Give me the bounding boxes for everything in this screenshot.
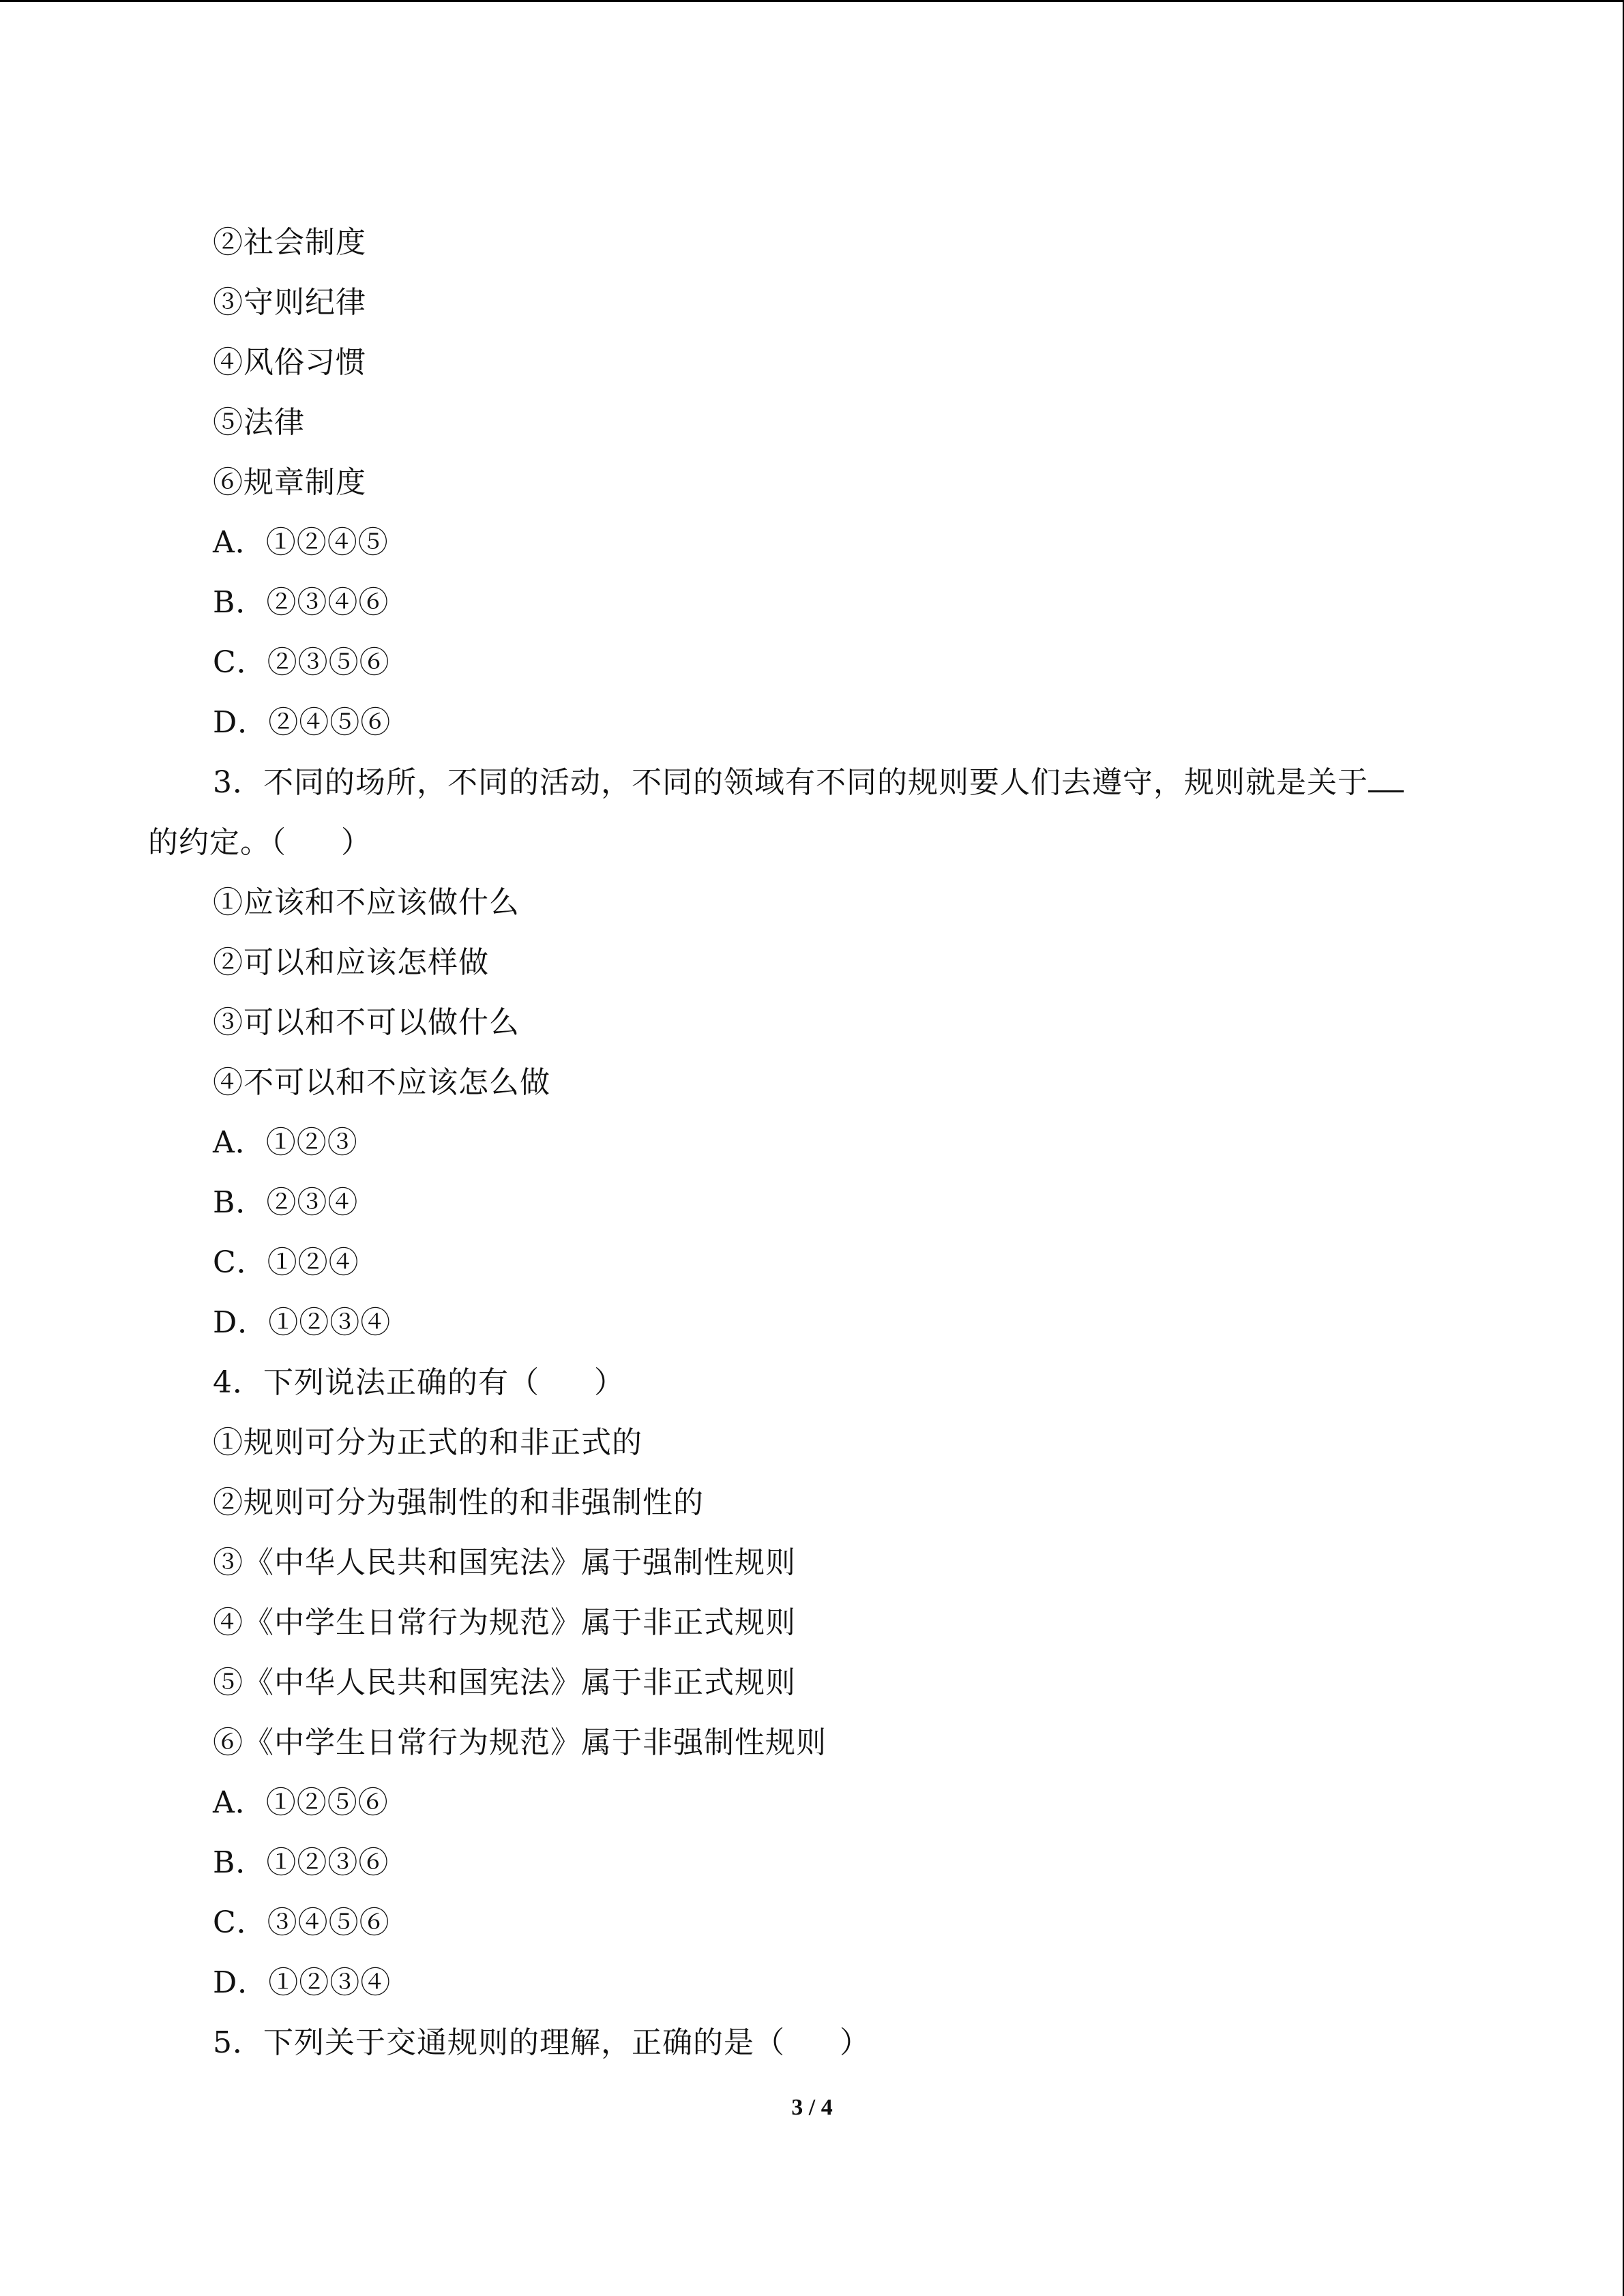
q4-option-5: ⑤《中华人民共和国宪法》属于非正式规则 (213, 1665, 796, 1700)
q2-option-2: ②社会制度 (213, 225, 366, 260)
q4-choice-c: C．③④⑤⑥ (213, 1905, 390, 1940)
q2-option-4: ④风俗习惯 (213, 345, 366, 380)
q4-stem-text: 4．下列说法正确的有（ (213, 1365, 540, 1400)
q3-choice-a: A．①②③ (213, 1125, 358, 1160)
q2-choice-a: A．①②④⑤ (213, 525, 389, 560)
q4-option-2: ②规则可分为强制性的和非强制性的 (213, 1485, 704, 1520)
q4-choice-b: B．①②③⑥ (213, 1845, 389, 1880)
q3-option-2: ②可以和应该怎样做 (213, 945, 489, 980)
q5-close-paren: ） (840, 2025, 870, 2060)
q2-option-5: ⑤法律 (213, 405, 305, 440)
q2-option-6: ⑥规章制度 (213, 465, 366, 500)
q4-choice-a: A．①②⑤⑥ (213, 1785, 389, 1820)
q2-choice-b: B．②③④⑥ (213, 585, 389, 620)
q4-option-4: ④《中学生日常行为规范》属于非正式规则 (213, 1605, 796, 1640)
q4-option-3: ③《中华人民共和国宪法》属于强制性规则 (213, 1545, 796, 1580)
q3-choice-b: B．②③④ (213, 1185, 359, 1220)
q4-stem (0, 1353, 1624, 1413)
q5-stem (0, 2013, 1624, 2073)
q3-stem-text: 3．不同的场所，不同的活动，不同的领域有不同的规则要人们去遵守，规则就是关于 (213, 765, 1368, 800)
q3-fill-blank (1368, 758, 1404, 792)
q5-stem-text: 5．下列关于交通规则的理解，正确的是（ (213, 2025, 785, 2060)
top-border-line (0, 0, 1624, 2)
q3-stem-line1 (0, 753, 1624, 813)
q3-close-paren: ） (341, 825, 372, 860)
q3-choice-c: C．①②④ (213, 1245, 359, 1280)
q2-option-3: ③守则纪律 (213, 285, 366, 320)
q4-choice-d: D．①②③④ (213, 1965, 392, 2000)
q3-stem-tail: 的约定。（ (148, 825, 286, 860)
q4-option-1: ①规则可分为正式的和非正式的 (213, 1425, 643, 1460)
q3-option-1: ①应该和不应该做什么 (213, 885, 520, 920)
page-number: 3 / 4 (791, 2095, 833, 2120)
document-body (0, 213, 1624, 2073)
q3-choice-d: D．①②③④ (213, 1305, 392, 1340)
q3-stem-line2 (0, 813, 1624, 873)
q4-option-6: ⑥《中学生日常行为规范》属于非强制性规则 (213, 1725, 827, 1760)
q2-choice-d: D．②④⑤⑥ (213, 705, 392, 740)
q3-option-3: ③可以和不可以做什么 (213, 1005, 520, 1040)
q2-choice-c: C．②③⑤⑥ (213, 645, 390, 680)
q3-option-4: ④不可以和不应该怎么做 (213, 1065, 550, 1100)
q4-close-paren: ） (594, 1365, 625, 1400)
